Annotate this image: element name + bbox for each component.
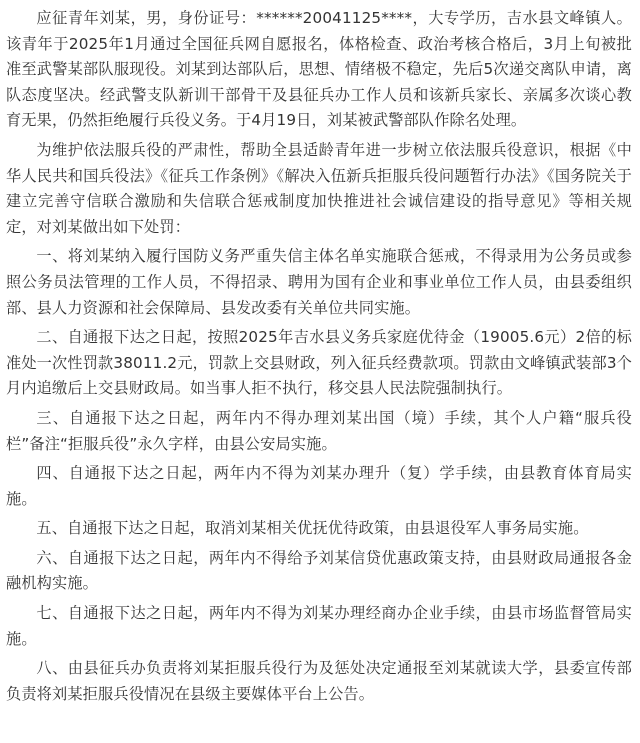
paragraph-penalty-3: 三、自通报下达之日起，两年内不得办理刘某出国（境）手续，其个人户籍“服兵役栏”备注“拒服兵役”永久字样，由县公安局实施。 (6, 408, 632, 453)
paragraph-penalty-5: 五、自通报下达之日起，取消刘某相关优抚优待政策，由县退役军人事务局实施。 (36, 519, 589, 538)
paragraph-case-facts: 应征青年刘某，男，身份证号：******20041125****，大专学历，吉水县文峰镇人。该青年于2025年1月通过全国征兵网自愿报名，体格检查、政治考核合格后，3月上旬被批准至武警某部队服现役。刘某到达部队后，思想、情绪极不稳定，先后5次递交离队申请，离队态度坚决。经武警支队新训干部骨干及县征兵办工作人员和该新兵家长、亲属多次谈心教育无果，仍然拒绝履行兵役义务。于4月19日，刘某被武警部队作除名处理。 (6, 9, 632, 130)
paragraph-penalty-8: 八、由县征兵办负责将刘某拒服兵役行为及惩处决定通报至刘某就读大学，县委宣传部负责将刘某拒服兵役情况在县级主要媒体平台上公告。 (6, 659, 632, 703)
paragraph-penalty-6: 六、自通报下达之日起，两年内不得给予刘某信贷优惠政策支持，由县财政局通报各金融机构实施。 (6, 548, 632, 593)
paragraph-legal-basis: 为维护依法服兵役的严肃性，帮助全县适龄青年进一步树立依法服兵役意识，根据《中华人民共和国兵役法》《征兵工作条例》《解决入伍新兵拒服兵役问题暂行办法》《国务院关于建立完善守信联合激励和失信联合惩戒制度加快推进社会诚信建设的指导意见》等相关规定，对刘某做出如下处罚： (6, 140, 632, 236)
paragraph-penalty-2: 二、自通报下达之日起，按照2025年吉水县义务兵家庭优待金（19005.6元）2倍的标准处一次性罚款38011.2元，罚款上交县财政，列入征兵经费款项。罚款由文峰镇武装部3个月内追缴后上交县财政局。如当事人拒不执行，移交县人民法院强制执行。 (6, 328, 632, 398)
paragraph-penalty-7: 七、自通报下达之日起，两年内不得为刘某办理经商办企业手续，由县市场监督管局实施。 (6, 604, 632, 648)
paragraph-penalty-4: 四、自通报下达之日起，两年内不得为刘某办理升（复）学手续，由县教育体育局实施。 (6, 464, 632, 508)
paragraph-penalty-1: 一、将刘某纳入履行国防义务严重失信主体名单实施联合惩戒，不得录用为公务员或参照公务员法管理的工作人员，不得招录、聘用为国有企业和事业单位工作人员，由县委组织部、县人力资源和社会保障局、县发改委有关单位共同实施。 (6, 247, 632, 317)
